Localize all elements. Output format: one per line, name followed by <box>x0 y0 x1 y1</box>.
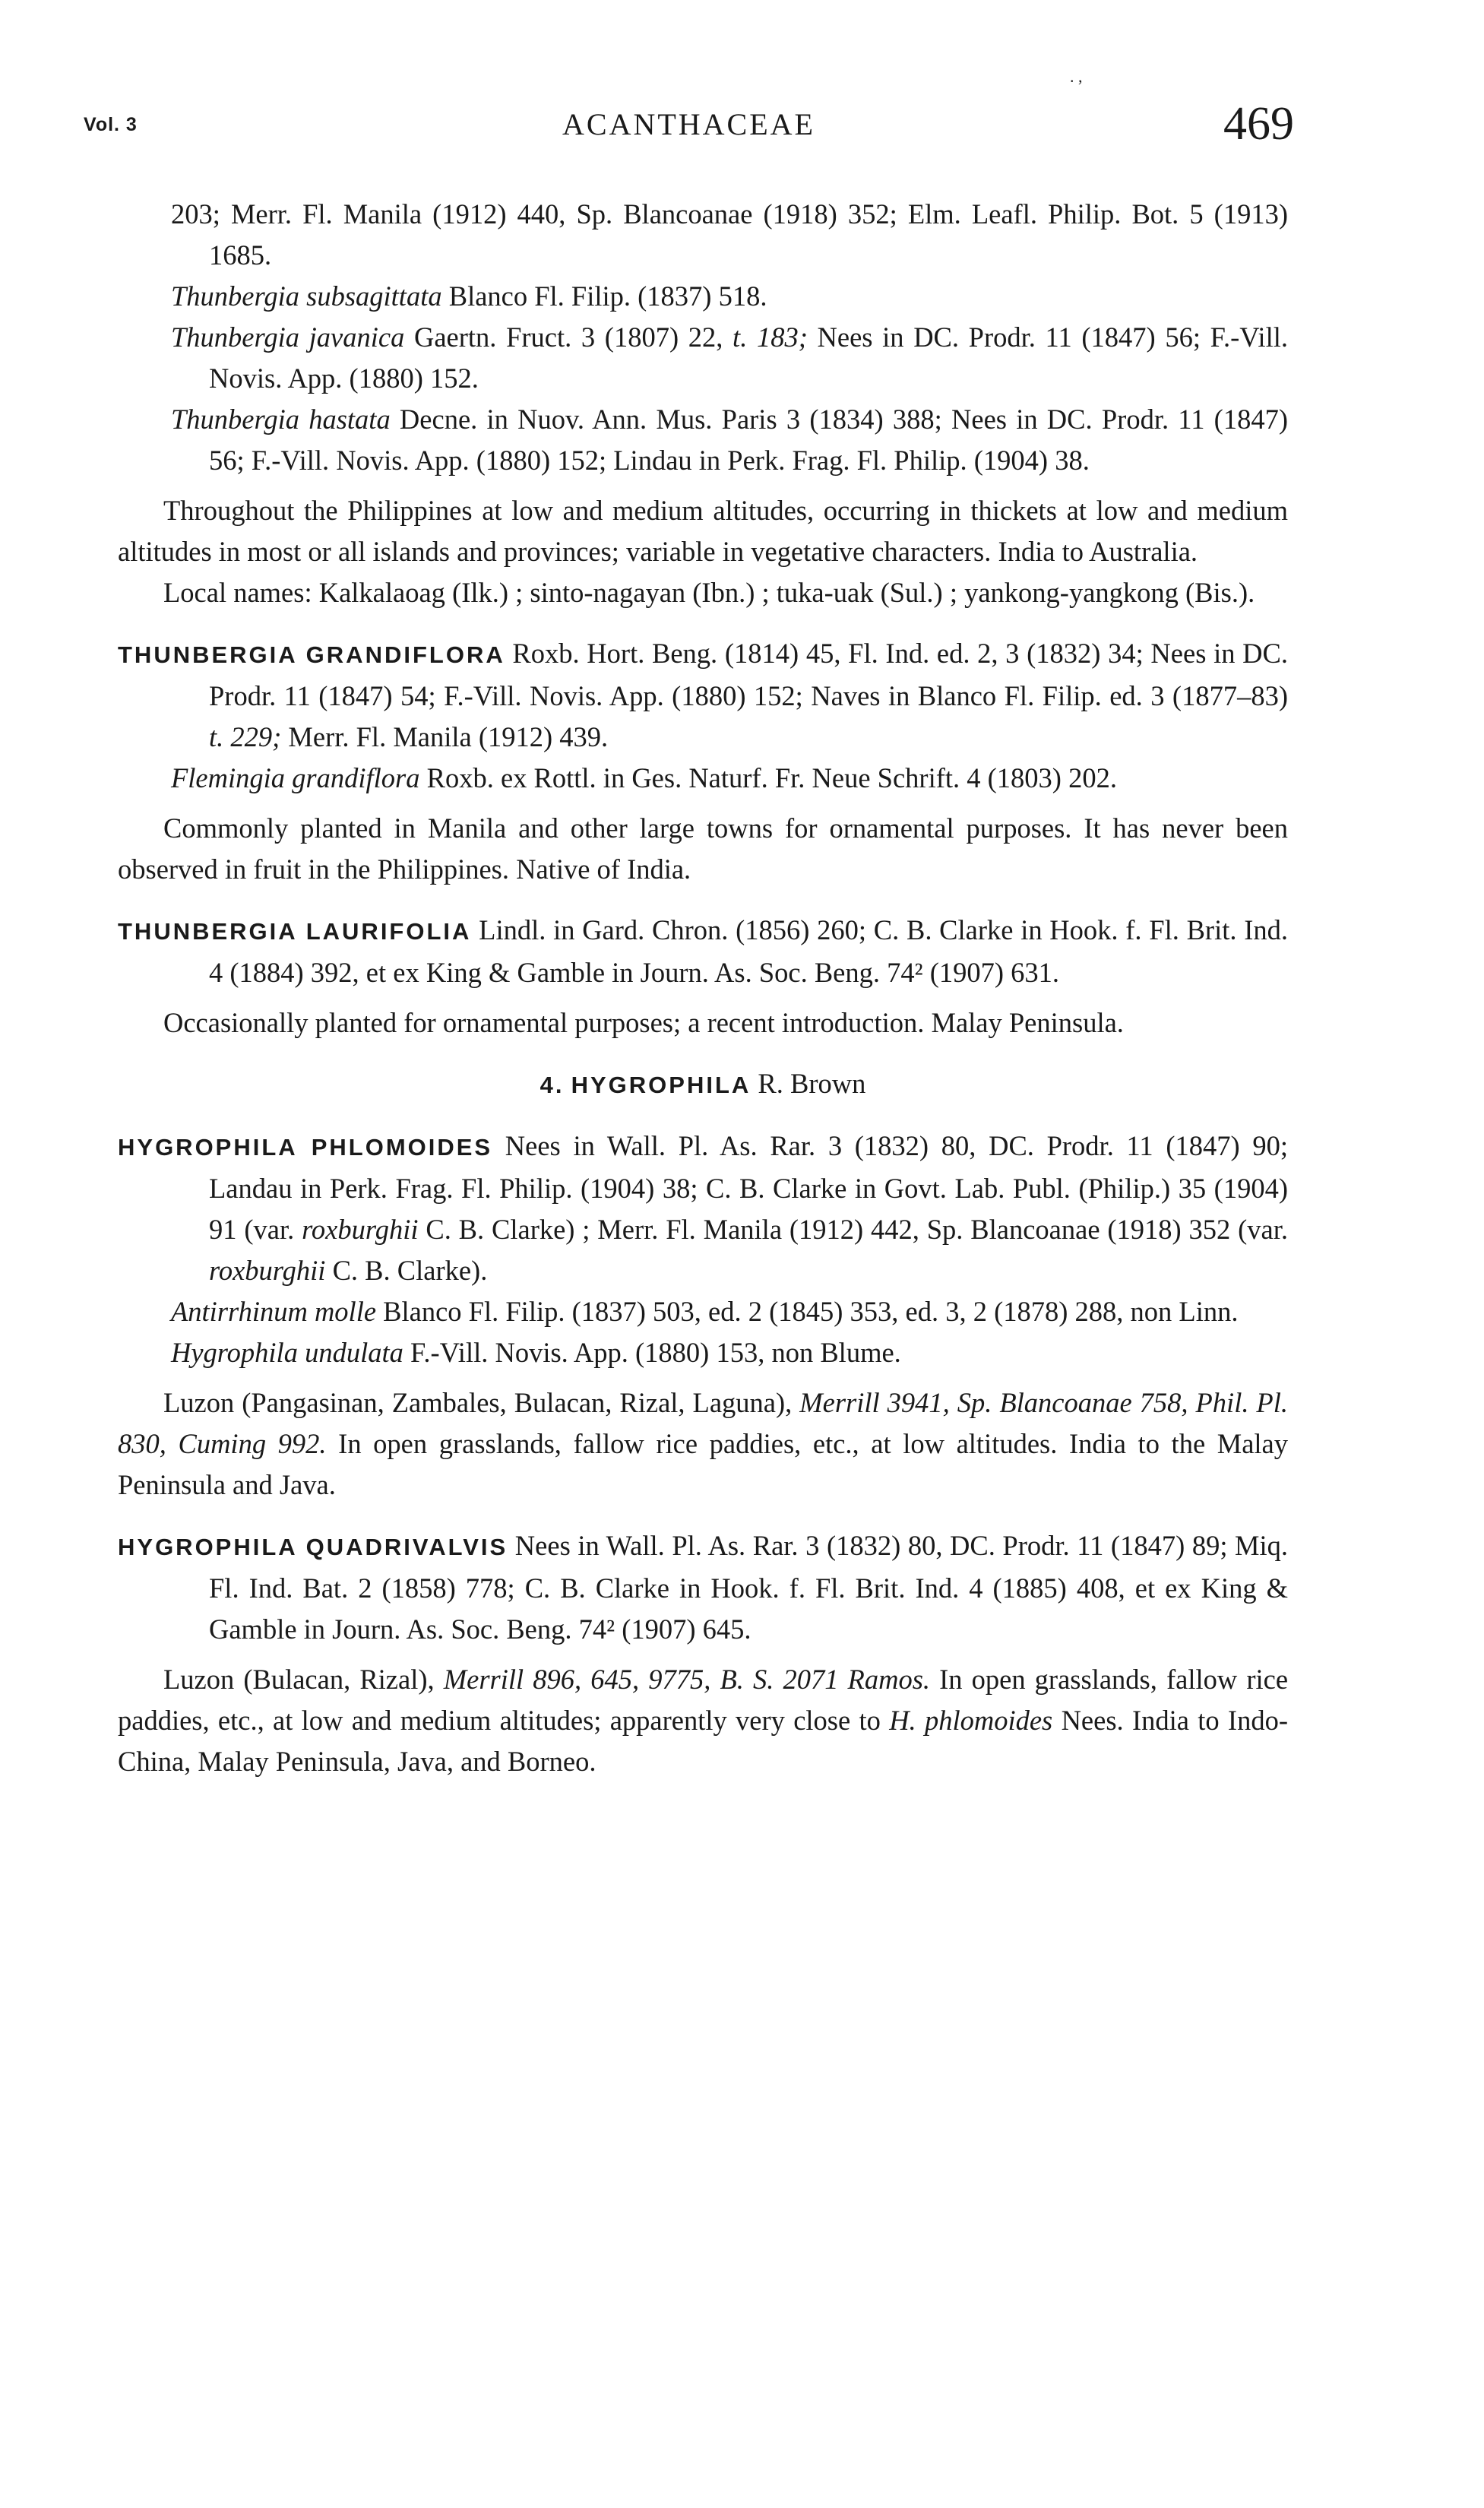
local-names: Local names: Kalkalaoag (Ilk.) ; sinto-nagayan (Ibn.) ; tuka-uak (Sul.) ; yankong-yangkong (Bis.). <box>163 577 1255 608</box>
synonym-name: Flemingia grandiflora <box>171 762 420 793</box>
synonym-entry <box>118 1332 1288 1373</box>
genus-heading <box>118 1063 1288 1106</box>
variety-name: roxburghii <box>302 1214 419 1245</box>
genus-name: HYGROPHILA <box>571 1072 751 1098</box>
synonym-name: Antirrhinum molle <box>171 1296 377 1327</box>
running-title: ACANTHACEAE <box>562 107 815 141</box>
synonym-citation: Roxb. ex Rottl. in Ges. Naturf. Fr. Neue Schrift. 4 (1803) 202. <box>419 762 1117 793</box>
habitat: In open grasslands, fallow rice paddies, etc., at low and medium altitudes; apparently very close to <box>118 1664 1289 1736</box>
species-entry <box>118 910 1288 993</box>
synonym-name: Thunbergia javanica <box>171 321 405 353</box>
synonym-entry <box>118 317 1288 399</box>
synonym-entry <box>118 1291 1288 1332</box>
locality: Luzon (Pangasinan, Zambales, Bulacan, Rizal, Laguna), <box>163 1387 800 1418</box>
plate-ref: t. 183; <box>733 321 808 353</box>
species-name: HYGROPHILA QUADRIVALVIS <box>118 1534 508 1560</box>
page-header <box>84 98 1294 167</box>
species-citation: C. B. Clarke) ; Merr. Fl. Manila (1912) 442, Sp. Blancoanae (1918) 352 (var. <box>418 1214 1288 1245</box>
synonym-name: Thunbergia hastata <box>171 404 391 435</box>
species-citation: Roxb. Hort. Beng. (1814) 45, Fl. Ind. ed. 2, 3 (1832) 34; Nees in DC. Prodr. 11 (1847) 54; F.-Vill. Novis. App. (1880) 152; Naves in Blanco Fl. Filip. ed. 3 (1877–83) <box>209 638 1288 711</box>
distribution-text <box>118 1382 1288 1506</box>
species-citation: Nees in Wall. Pl. As. Rar. 3 (1832) 80, DC. Prodr. 11 (1847) 89; Miq. Fl. Ind. Bat. 2 (1858) 778; C. B. Clarke in Hook. f. Fl. Brit. Ind. 4 (1885) 408, et ex King & Gamble in Journ. As. Soc. Beng. 74² (1907) 645. <box>209 1530 1289 1645</box>
synonym-citation: Nees in DC. Prodr. 11 (1847) 56; F.-Vill. Novis. App. (1880) 152. <box>209 321 1288 394</box>
species-name: HYGROPHILA PHLOMOIDES <box>118 1134 493 1161</box>
habitat: In open grasslands, fallow rice paddies, etc., at low altitudes. India to the Malay Peninsula and Java. <box>118 1428 1288 1500</box>
genus-number: 4. <box>539 1072 565 1098</box>
specimen-list: Merrill 3941, Sp. Blancoanae 758, Phil. Pl. 830, Cuming 992. <box>118 1387 1288 1459</box>
species-entry <box>118 1126 1288 1291</box>
species-name: THUNBERGIA GRANDIFLORA <box>118 641 505 668</box>
species-reference: H. phlomoides <box>889 1705 1053 1736</box>
volume-label: Vol. 3 <box>84 114 138 135</box>
synonym-citation: Decne. in Nuov. Ann. Mus. Paris 3 (1834) 388; Nees in DC. Prodr. 11 (1847) 56; F.-Vill. Novis. App. (1880) 152; Lindau in Perk. Frag. Fl. Philip. (1904) 38. <box>209 404 1288 476</box>
distribution-text <box>118 1659 1288 1782</box>
synonym-entry <box>118 276 1288 317</box>
synonym-citation: F.-Vill. Novis. App. (1880) 153, non Blume. <box>403 1337 901 1368</box>
variety-name: roxburghii <box>209 1255 326 1286</box>
genus-author: R. Brown <box>751 1068 866 1099</box>
locality: Luzon (Bulacan, Rizal), <box>163 1664 444 1695</box>
synonym-citation: Blanco Fl. Filip. (1837) 503, ed. 2 (1845) 353, ed. 3, 2 (1878) 288, non Linn. <box>376 1296 1239 1327</box>
page-body <box>118 194 1288 1782</box>
species-citation: C. B. Clarke). <box>325 1255 488 1286</box>
distribution-text: Commonly planted in Manila and other large towns for ornamental purposes. It has never been observed in fruit in the Philippines. Native of India. <box>118 812 1288 885</box>
plate-ref: t. 229; <box>209 721 282 752</box>
page-mark: . , <box>1070 67 1083 86</box>
species-citation: Nees in Wall. Pl. As. Rar. 3 (1832) 80, DC. Prodr. 11 (1847) 90; Landau in Perk. Frag. Fl. Philip. (1904) 38; C. B. Clarke in Govt. Lab. Publ. (Philip.) 35 (1904) 91 (var. <box>209 1130 1288 1245</box>
species-entry <box>118 1525 1288 1650</box>
synonym-name: Thunbergia subsagittata <box>171 280 442 312</box>
species-entry <box>118 633 1288 758</box>
habitat: Nees. India to Indo-China, Malay Peninsula, Java, and Borneo. <box>118 1705 1288 1777</box>
synonym-citation: Gaertn. Fruct. 3 (1807) 22, <box>404 321 733 353</box>
synonym-entry <box>118 758 1288 799</box>
distribution-text: Throughout the Philippines at low and medium altitudes, occurring in thickets at low and medium altitudes in most or all islands and provinces; variable in vegetative characters. India to Australia. <box>118 495 1288 567</box>
synonym-entry <box>118 399 1288 481</box>
species-citation: Lindl. in Gard. Chron. (1856) 260; C. B. Clarke in Hook. f. Fl. Brit. Ind. 4 (1884) 392, et ex King & Gamble in Journ. As. Soc. Beng. 74² (1907) 631. <box>209 914 1288 988</box>
synonym-citation: Blanco Fl. Filip. (1837) 518. <box>441 280 767 312</box>
species-citation: Merr. Fl. Manila (1912) 439. <box>281 721 609 752</box>
distribution-text: Occasionally planted for ornamental purposes; a recent introduction. Malay Peninsula. <box>163 1007 1124 1038</box>
synonym-name: Hygrophila undulata <box>171 1337 403 1368</box>
species-name: THUNBERGIA LAURIFOLIA <box>118 918 472 945</box>
citation-continuation: 203; Merr. Fl. Manila (1912) 440, Sp. Blancoanae (1918) 352; Elm. Leafl. Philip. Bot. 5 (1913) 1685. <box>171 198 1288 271</box>
specimen-list: Merrill 896, 645, 9775, B. S. 2071 Ramos. <box>443 1664 931 1695</box>
page-number: 469 <box>1223 98 1294 150</box>
